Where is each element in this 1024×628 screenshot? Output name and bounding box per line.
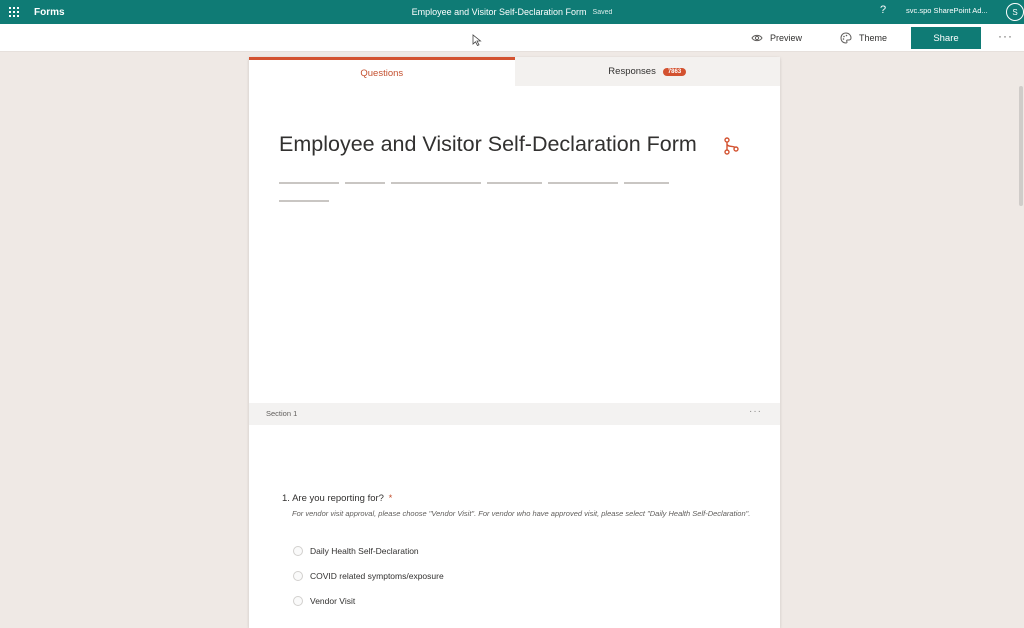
theme-button[interactable] bbox=[840, 32, 887, 44]
help-button[interactable]: ? bbox=[880, 4, 887, 16]
option-daily-health[interactable] bbox=[293, 546, 419, 556]
section-more-button[interactable]: ··· bbox=[749, 406, 762, 417]
preview-button[interactable] bbox=[751, 32, 802, 44]
app-launcher-button[interactable] bbox=[2, 0, 26, 24]
top-bar bbox=[0, 0, 1024, 24]
tab-responses-label: Responses bbox=[608, 66, 656, 77]
form-description-placeholder[interactable] bbox=[279, 174, 729, 178]
command-bar bbox=[0, 24, 1024, 52]
eye-icon bbox=[751, 32, 763, 44]
tab-responses[interactable] bbox=[515, 57, 781, 86]
page-scrollbar[interactable] bbox=[1017, 56, 1024, 628]
form-card bbox=[249, 57, 780, 628]
cursor-icon bbox=[472, 34, 482, 46]
question-subtitle: For vendor visit approval, please choose "Vendor Visit". For vendor who have approved visit, please select "Daily Health Self-Declaration". bbox=[292, 509, 751, 518]
app-name[interactable]: Forms bbox=[34, 6, 65, 18]
question-card[interactable] bbox=[282, 493, 752, 519]
radio-icon[interactable] bbox=[293, 596, 303, 606]
question-text: Are you reporting for? bbox=[292, 493, 384, 504]
option-label: Vendor Visit bbox=[310, 596, 356, 606]
save-status: Saved bbox=[592, 8, 613, 16]
required-marker: * bbox=[388, 493, 393, 504]
more-options-button[interactable]: ··· bbox=[998, 29, 1013, 43]
tab-questions-label: Questions bbox=[360, 67, 404, 79]
branching-icon[interactable] bbox=[723, 137, 739, 155]
share-button[interactable]: Share bbox=[911, 27, 981, 49]
responses-count-badge: 7863 bbox=[663, 68, 686, 76]
account-name[interactable]: svc.spo SharePoint Ad... bbox=[906, 6, 988, 15]
question-title bbox=[282, 493, 752, 504]
radio-icon[interactable] bbox=[293, 546, 303, 556]
option-covid-symptoms[interactable] bbox=[293, 571, 444, 581]
document-title-area bbox=[0, 0, 1024, 24]
tab-bar bbox=[249, 57, 780, 86]
section-label: Section 1 bbox=[266, 409, 298, 418]
question-number: 1. bbox=[282, 493, 290, 504]
avatar[interactable]: S bbox=[1006, 3, 1024, 21]
palette-icon bbox=[840, 32, 852, 44]
option-label: COVID related symptoms/exposure bbox=[310, 571, 444, 581]
option-label: Daily Health Self-Declaration bbox=[310, 546, 419, 556]
preview-label: Preview bbox=[770, 33, 803, 43]
option-vendor-visit[interactable] bbox=[293, 596, 355, 606]
document-title: Employee and Visitor Self-Declaration Form bbox=[411, 7, 587, 17]
waffle-icon bbox=[9, 7, 19, 17]
tab-questions[interactable] bbox=[249, 57, 515, 86]
scrollbar-thumb[interactable] bbox=[1019, 86, 1023, 206]
section-header bbox=[249, 403, 780, 425]
theme-label: Theme bbox=[859, 33, 888, 43]
radio-icon[interactable] bbox=[293, 571, 303, 581]
form-title[interactable]: Employee and Visitor Self-Declaration Form bbox=[279, 132, 697, 156]
